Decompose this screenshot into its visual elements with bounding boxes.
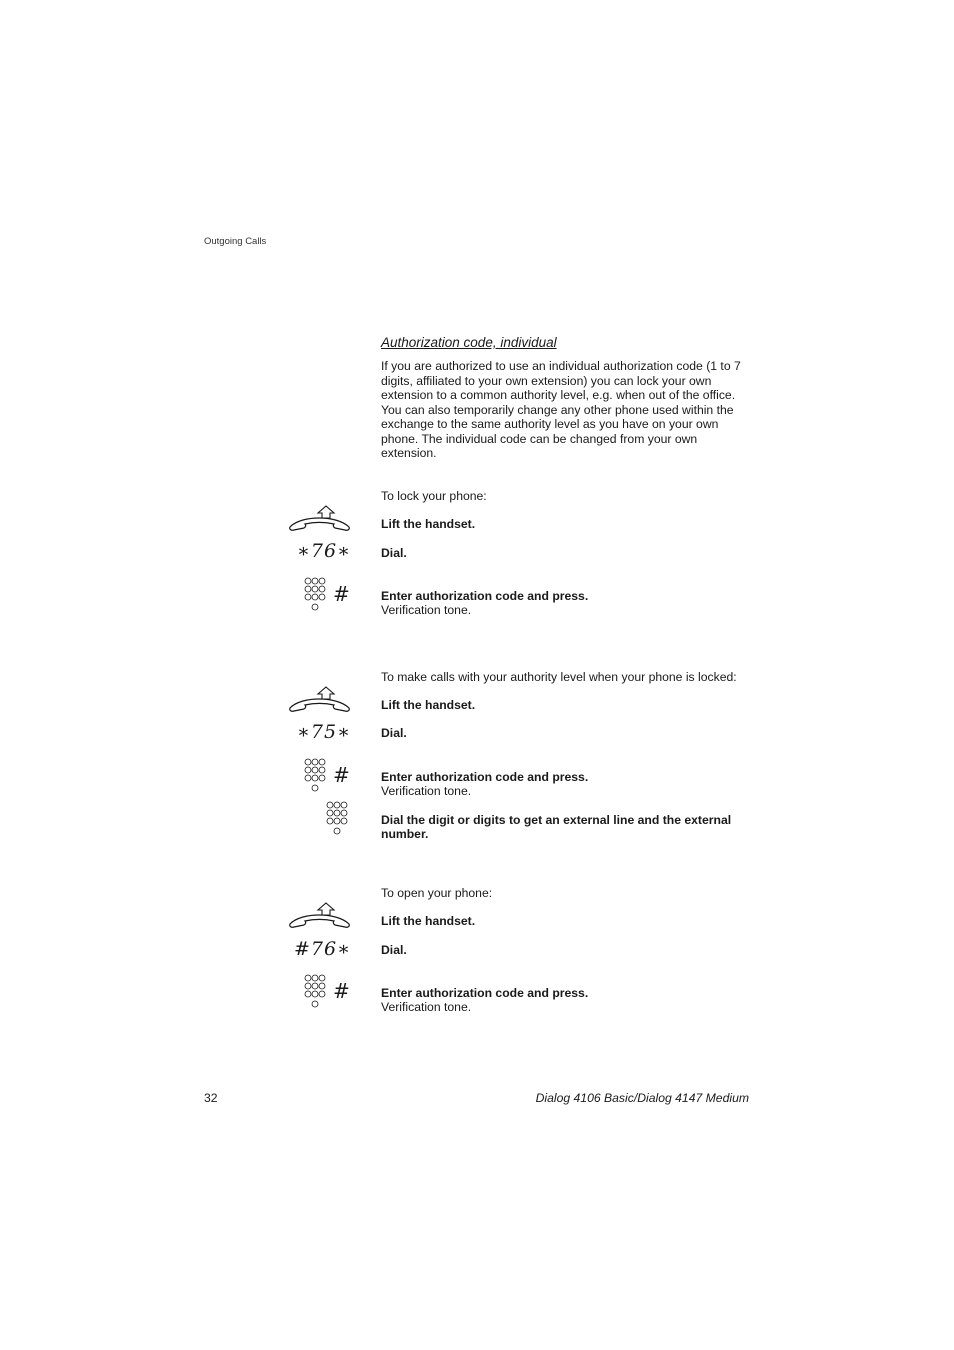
intro-paragraph: If you are authorized to use an individual authorization code (1 to 7 digits, affiliated to your own extension) you can lock your own extension to a common authority level, e.g. when out of the office. You can also temporarily change any other phone used within the exchange to the same authority level as you have on your own phone. The individual code can be changed from your own extension. [381,359,741,460]
lock-step-dial: Dial. [381,546,407,560]
handset-lift-icon [287,685,353,715]
document-title: Dialog 4106 Basic/Dialog 4147 Medium [535,1091,749,1105]
handset-lift-icon [287,901,353,931]
lock-step-lift: Lift the handset. [381,517,476,531]
lock-lead: To lock your phone: [381,489,487,503]
page-number: 32 [204,1091,218,1105]
calls-lead: To make calls with your authority level when your phone is locked: [381,670,737,684]
section-title: Authorization code, individual [381,335,557,350]
lock-step-enter: Enter authorization code and press. Verification tone. [381,589,589,618]
hash-key-icon: # [333,582,350,606]
open-lead: To open your phone: [381,886,493,900]
keypad-icon [303,577,329,613]
open-code: #76∗ [293,938,351,960]
keypad-icon [303,974,329,1010]
calls-code: ∗75∗ [296,721,351,743]
lock-code: ∗76∗ [296,540,351,562]
calls-step-dial: Dial. [381,726,407,740]
calls-step-lift: Lift the handset. [381,698,476,712]
keypad-icon [325,801,351,837]
open-step-lift: Lift the handset. [381,914,476,928]
keypad-icon [303,758,329,794]
handset-lift-icon [287,504,353,534]
calls-step-enter: Enter authorization code and press. Verification tone. [381,770,589,799]
calls-step-external: Dial the digit or digits to get an external line and the external number. [381,813,732,842]
open-step-enter: Enter authorization code and press. Verification tone. [381,986,589,1015]
open-step-dial: Dial. [381,943,407,957]
hash-key-icon: # [333,979,350,1003]
hash-key-icon: # [333,763,350,787]
running-head: Outgoing Calls [204,236,267,247]
